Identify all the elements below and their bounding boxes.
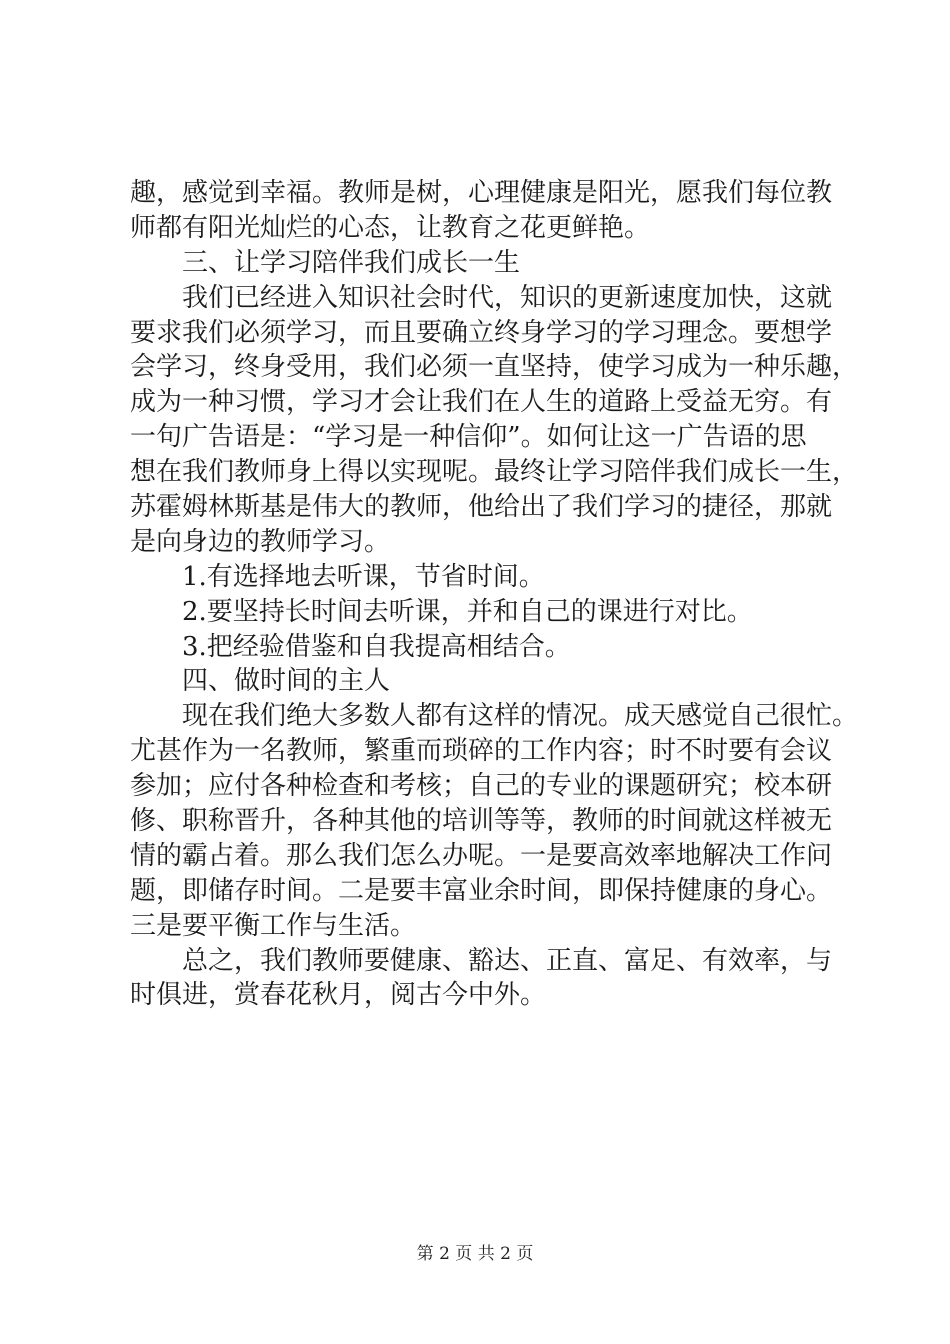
text-line: 3.把经验借鉴和自我提高相结合。 — [182, 631, 571, 662]
text-line: 尤甚作为一名教师，繁重而琐碎的工作内容；时不时要有会议 — [130, 736, 833, 767]
text-line: 是向身边的教师学习。 — [130, 526, 391, 557]
text-line: 会学习，终身受用，我们必须一直坚持，使学习成为一种乐趣， — [130, 352, 859, 383]
text-line: 总之，我们教师要健康、豁达、正直、富足、有效率，与 — [182, 945, 833, 976]
text-line: 三是要平衡工作与生活。 — [130, 910, 417, 941]
text-line: 参加；应付各种检查和考核；自己的专业的课题研究；校本研 — [130, 771, 833, 802]
text-line: 趣，感觉到幸福。教师是树，心理健康是阳光，愿我们每位教 — [130, 178, 833, 208]
text-line: 2.要坚持长时间去听课，并和自己的课进行对比。 — [182, 596, 753, 627]
text-line: 时俱进，赏春花秋月，阅古今中外。 — [130, 980, 547, 1011]
text-line: 苏霍姆林斯基是伟大的教师，他给出了我们学习的捷径，那就 — [130, 492, 833, 523]
page-footer: 第 2 页 共 2 页 — [416, 1244, 534, 1264]
text-line: 修、职称晋升，各种其他的培训等等，教师的时间就这样被无 — [130, 806, 833, 837]
text-line: 想在我们教师身上得以实现呢。最终让学习陪伴我们成长一生， — [130, 457, 859, 488]
document-body — [130, 176, 859, 1013]
text-line: 三、让学习陪伴我们成长一生 — [182, 247, 521, 278]
text-line: 师都有阳光灿烂的心态，让教育之花更鲜艳。 — [130, 212, 651, 243]
text-line: 成为一种习惯，学习才会让我们在人生的道路上受益无穷。有 — [130, 387, 833, 418]
text-line: 情的霸占着。那么我们怎么办呢。一是要高效率地解决工作问 — [130, 840, 833, 871]
text-line: 现在我们绝大多数人都有这样的情况。成天感觉自己很忙。 — [182, 701, 859, 732]
text-line: 一句广告语是：“学习是一种信仰”。如何让这一广告语的思 — [130, 422, 807, 453]
text-line: 题，即储存时间。二是要丰富业余时间，即保持健康的身心。 — [130, 875, 833, 906]
text-line: 四、做时间的主人 — [182, 666, 391, 697]
text-line: 要求我们必须学习，而且要确立终身学习的学习理念。要想学 — [130, 317, 833, 348]
text-line: 1.有选择地去听课，节省时间。 — [182, 561, 545, 592]
text-line: 我们已经进入知识社会时代，知识的更新速度加快，这就 — [182, 282, 833, 313]
